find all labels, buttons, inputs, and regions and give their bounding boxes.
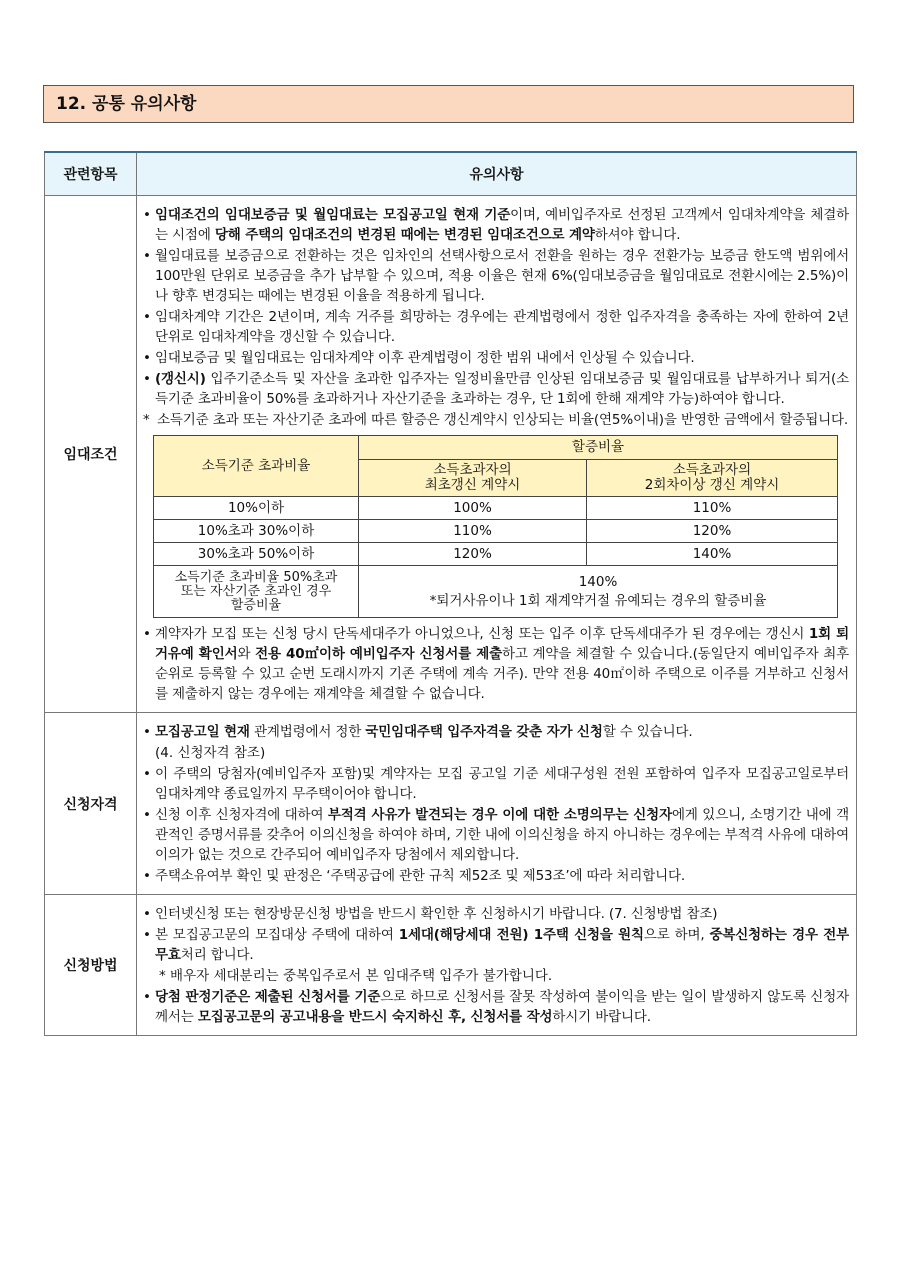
reference-note: (4. 신청자격 참조) (155, 745, 266, 761)
text: 임대보증금 및 월임대료는 임대차계약 이후 관계법령이 정한 범위 내에서 인상될 수 있습니다. (155, 350, 695, 366)
surcharge-header-ratio: 소득기준 초과비율 (154, 436, 359, 497)
row-qualification (45, 713, 857, 895)
text: 소득초과자의 (433, 462, 512, 478)
text: 소득기준 초과 또는 자산기준 초과에 따른 할증은 갱신계약시 인상되는 비율(연5%이내)을 반영한 금액에서 할증됩니다. (157, 412, 849, 428)
bold-text: 모집공고일 현재 (155, 724, 250, 740)
row-application-method (45, 895, 857, 1036)
list-item (143, 722, 849, 742)
table-row (154, 566, 838, 618)
list-item (143, 904, 849, 924)
header-category: 관련항목 (45, 152, 137, 196)
list-item (143, 866, 849, 886)
text: 신청 이후 신청자격에 대하여 (155, 807, 328, 823)
text: 에게 있으니, 소명기간 내에 객관적인 증명서류를 갖추어 이의신청을 하여야 하며, 기한 내에 이의신청을 하지 아니하는 경우에는 부적격 사유에 대하여 이의가 없는 것으로 간주되어 예비입주자 당첨에서 제외합니다. (155, 807, 849, 863)
bold-text: 당첨 판정기준은 제출된 신청서를 기준 (155, 989, 381, 1005)
text: 하시기 바랍니다. (552, 1009, 651, 1025)
bullet-icon: • (143, 350, 151, 366)
table-row (154, 543, 838, 566)
text: 소득기준 초과비율 50%초과 (174, 569, 338, 585)
text: 본 모집공고문의 모집대상 주택에 대하여 (155, 927, 399, 943)
text: 할 수 있습니다. (602, 724, 693, 740)
bullet-icon: • (143, 906, 151, 922)
list-item (143, 205, 849, 245)
text: 하고 계약을 체결할 수 있습니다.(동일단지 예비입주자 최후순위로 등록할 수 있고 순번 도래시까지 기존 주택에 계속 거주). 만약 전용 40㎡이하 주택으로 이주를 거부하고 신청서를 제출하지 않는 경우에는 재계약을 체결할 수 없습니다. (155, 646, 849, 702)
text: 월임대료를 보증금으로 전환하는 것은 임차인의 선택사항으로서 전환을 원하는 경우 전환가능 보증금 한도액 범위에서 100만원 단위로 보증금을 추가 납부할 수 있으며, 적용 이율은 현재 6%(임대보증금을 월임대료로 전환시에는 2.5%)이나 향후 변경되는 때에는 변경된 이율을 적용하게 됩니다. (155, 248, 849, 304)
table-cell: 110% (587, 497, 838, 520)
bold-text: 부적격 사유가 발견되는 경우 이에 대한 소명의무는 신청자 (327, 807, 672, 823)
text: 임대차계약 기간은 2년이며, 계속 거주를 희망하는 경우에는 관계법령에서 정한 입주자격을 충족하는 자에 한하여 2년 단위로 임대차계약을 갱신할 수 있습니다. (155, 309, 849, 345)
list-item (143, 987, 849, 1027)
row-rental-conditions (45, 196, 857, 713)
bold-text: 전용 40㎡이하 예비입주자 신청서를 제출 (255, 646, 502, 662)
table-row (154, 520, 838, 543)
bullet-icon: • (143, 207, 151, 223)
application-method-content (137, 895, 857, 1036)
bullet-icon: • (143, 248, 151, 264)
surcharge-header-first (359, 460, 587, 497)
bullet-icon: • (143, 927, 151, 943)
text: 또는 자산기준 초과인 경우 (180, 583, 332, 599)
text: 와 (237, 646, 256, 662)
text: 140% (578, 573, 618, 590)
text: 주택소유여부 확인 및 판정은 ‘주택공급에 관한 규칙 제52조 및 제53조’에 따라 처리합니다. (155, 868, 686, 884)
asterisk-icon: * (159, 968, 171, 984)
bold-text: 중복신청하는 경우 전부 무효 (155, 927, 849, 963)
category-qualification: 신청자격 (45, 713, 137, 895)
surcharge-header-second (587, 460, 838, 497)
bullet-icon: • (143, 868, 151, 884)
bullet-icon: • (143, 724, 151, 740)
bold-text: 1회 퇴거유예 확인서 (155, 626, 850, 662)
bold-text: 임대조건의 임대보증금 및 월임대료는 모집공고일 현재 기준 (155, 207, 511, 223)
rental-conditions-content (137, 196, 857, 713)
text: 으로 하며, (643, 927, 710, 943)
text: 소득초과자의 (672, 462, 752, 478)
text: 할증비율 (230, 597, 282, 613)
text: 으로 하므로 신청서를 잘못 작성하여 불이익을 받는 일이 발생하지 않도록 신청자께서는 (155, 989, 849, 1025)
text: 이 주택의 당첨자(예비입주자 포함)및 계약자는 모집 공고일 기준 세대구성원 전원 포함하여 입주자 모집공고일로부터 임대차계약 종료일까지 무주택이어야 합니다. (155, 766, 849, 802)
text: 하셔야 합니다. (594, 227, 681, 243)
header-notes: 유의사항 (137, 152, 857, 196)
asterisk-icon: * (143, 412, 150, 428)
text: 이며, 예비입주자로 선정된 고객께서 임대차계약을 체결하는 시점에 (155, 207, 850, 243)
surcharge-header-rate: 할증비율 (359, 436, 838, 460)
table-row (154, 497, 838, 520)
text: 배우자 세대분리는 중복입주로서 본 임대주택 입주가 불가합니다. (170, 968, 553, 984)
bullet-icon: • (143, 807, 151, 823)
header-row (45, 152, 857, 196)
table-cell: 10%초과 30%이하 (154, 520, 359, 543)
table-cell: 10%이하 (154, 497, 359, 520)
list-item (143, 246, 849, 306)
bold-text: 모집공고문의 공고내용을 반드시 숙지하신 후, 신청서를 작성 (197, 1009, 553, 1025)
section-title: 12. 공통 유의사항 (43, 85, 854, 123)
category-rental-conditions: 임대조건 (45, 196, 137, 713)
bold-text: 당해 주택의 임대조건의 변경된 때에는 변경된 임대조건으로 계약 (214, 227, 595, 243)
bold-text: 1세대(해당세대 전원) 1주택 신청을 원칙 (398, 927, 644, 943)
table-cell: 30%초과 50%이하 (154, 543, 359, 566)
table-cell: 100% (359, 497, 587, 520)
list-item (143, 925, 849, 965)
text: 계약자가 모집 또는 신청 당시 단독세대주가 아니었으나, 신청 또는 입주 이후 단독세대주가 된 경우에는 갱신시 (155, 626, 809, 642)
bullet-icon: • (143, 371, 151, 387)
text: 2회차이상 갱신 계약시 (644, 477, 780, 493)
bold-text: 국민임대주택 입주자격을 갖춘 자가 신청 (365, 724, 603, 740)
table-cell (154, 566, 359, 618)
table-cell (359, 566, 838, 618)
notice-table (44, 151, 857, 1036)
bold-text: (갱신시) (155, 371, 206, 387)
list-item (143, 805, 849, 865)
category-application-method: 신청방법 (45, 895, 137, 1036)
text: *퇴거사유이나 1회 재계약거절 유예되는 경우의 할증비율 (429, 592, 767, 609)
bullet-icon: • (143, 766, 151, 782)
text: 관계법령에서 정한 (249, 724, 366, 740)
table-cell: 120% (359, 543, 587, 566)
list-item (143, 764, 849, 804)
text: 인터넷신청 또는 현장방문신청 방법을 반드시 확인한 후 신청하시기 바랍니다. (7. 신청방법 참조) (155, 906, 718, 922)
surcharge-table (153, 435, 838, 618)
bullet-icon: • (143, 309, 151, 325)
table-cell: 120% (587, 520, 838, 543)
list-item (143, 348, 849, 368)
bullet-icon: • (143, 989, 151, 1005)
table-cell: 110% (359, 520, 587, 543)
table-cell: 140% (587, 543, 838, 566)
bullet-icon: • (143, 626, 151, 642)
qualification-content (137, 713, 857, 895)
note-item (143, 410, 849, 430)
text: 최초갱신 계약시 (424, 477, 521, 493)
list-item (143, 307, 849, 347)
note-item (143, 966, 849, 986)
list-item (143, 369, 849, 409)
list-item (143, 624, 849, 704)
text: 처리 합니다. (180, 947, 254, 963)
text: 입주기준소득 및 자산을 초과한 입주자는 일정비율만큼 인상된 임대보증금 및 월임대료를 납부하거나 퇴거(소득기준 초과비율이 50%를 초과하거나 자산기준을 초과하는 경우, 단 1회에 한해 재계약 가능)하여야 합니다. (155, 371, 849, 407)
